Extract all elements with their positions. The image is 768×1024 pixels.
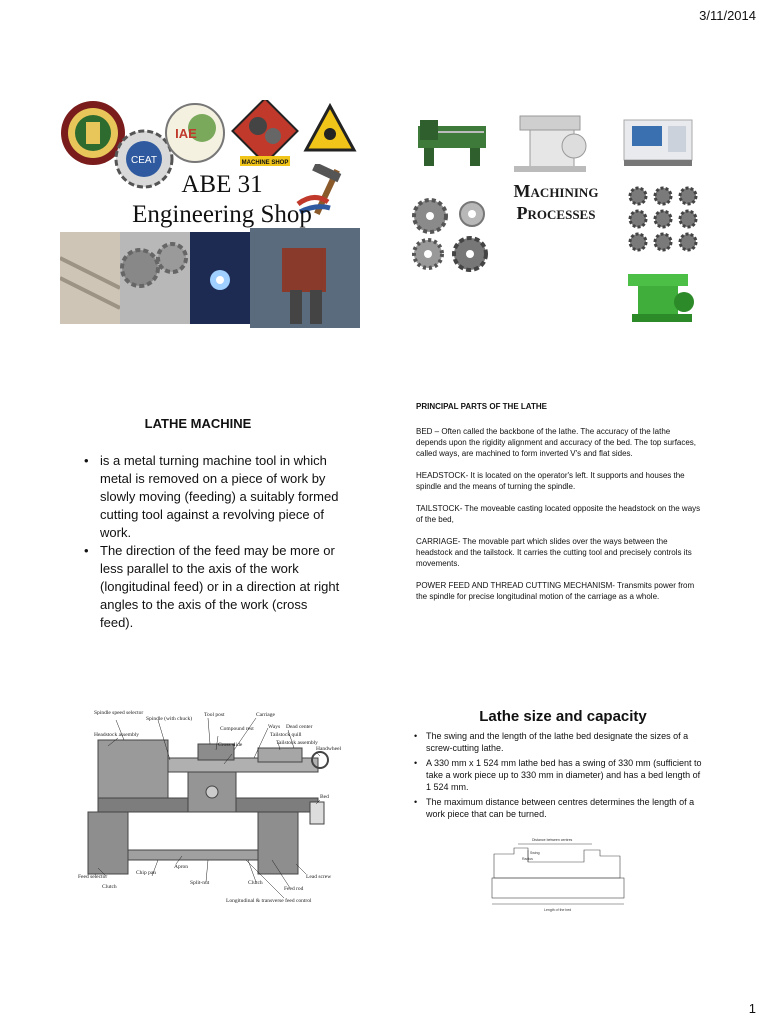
slide4-paragraph-headstock: HEADSTOCK- It is located on the operator's left. It supports and houses the spindle and the means of turning the spindle. (416, 471, 685, 491)
slide-lathe-diagram (58, 700, 368, 945)
label-spindle-speed-selector: Spindle speed selector (94, 710, 144, 716)
green-shaper-image (624, 266, 700, 326)
label-feed-rod: Feed rod (284, 886, 304, 892)
slide6-bullet: • The maximum distance between centres determines the length of a work piece that can be turned. (414, 796, 704, 820)
slide3-bullet: • is a metal turning machine tool in which metal is removed on a piece of work by slowly moving (feeding) a suitably formed cutting tool against a revolving piece of work. (82, 452, 344, 542)
slide-principal-parts (408, 392, 718, 637)
machine-shop-logo (230, 100, 300, 172)
label-headstock-assembly: Headstock assembly (94, 732, 140, 738)
diagram-label-radius: Radius (522, 857, 533, 861)
lathe-parts-diagram (58, 700, 368, 945)
slide3-bullet: • The direction of the feed may be more or less parallel to the axis of the work (longitudinal feed) or in a direction at right angles to the axis of the work (cross feed). (82, 542, 344, 632)
ceat-logo-text: CEAT (131, 155, 157, 166)
label-handwheel: Handwheel (316, 746, 342, 752)
diagram-label-swing: Swing (530, 851, 540, 855)
slide-lathe-machine (58, 392, 368, 637)
header-date: 3/11/2014 (699, 8, 756, 23)
label-clutch-right: Clutch (248, 880, 263, 886)
slide4-paragraph-tailstock: TAILSTOCK- The moveable casting located opposite the headstock on the ways of the bed, (416, 504, 701, 524)
slide2-title-line2: Processes (516, 203, 596, 223)
shaper-machine-image (510, 108, 590, 174)
label-compound-rest: Compound rest (220, 726, 254, 732)
label-tool-post: Tool post (204, 712, 225, 718)
slide2-title-line1: Machining (513, 181, 599, 201)
cnc-machine-image (622, 112, 694, 168)
label-ways: Ways (268, 724, 281, 730)
slide4-paragraph-carriage: CARRIAGE- The movable part which slides over the ways between the headstock and the tailstock. It carries the cutting tool and precisely controls its movements. (416, 537, 692, 568)
label-feed-control: Longitudinal & transverse feed control (226, 898, 312, 904)
label-spindle: Spindle (with chuck) (146, 716, 193, 722)
label-dead-center: Dead center (286, 724, 313, 730)
slide3-title: LATHE MACHINE (144, 416, 252, 431)
shop-photo-collage (60, 228, 360, 328)
label-bed: Bed (320, 794, 329, 800)
machine-shop-logo-text: MACHINE SHOP (241, 160, 289, 166)
label-chip-pan: Chip pan (136, 870, 157, 876)
milling-cutters-grid-image (626, 184, 700, 254)
green-lathe-image (414, 112, 490, 168)
slide4-heading: PRINCIPAL PARTS OF THE LATHE (416, 402, 547, 411)
label-lead-screw: Lead screw (306, 874, 332, 880)
label-tailstock-assembly: Tailstock assembly (276, 740, 318, 746)
iae-logo (164, 102, 226, 164)
diagram-label-distance: Distance between centres (532, 838, 573, 842)
label-carriage: Carriage (256, 712, 275, 718)
milling-cutters-left-image (410, 198, 494, 278)
iae-logo-text: IAE (175, 126, 197, 141)
slide1-title-line1: ABE 31 (181, 171, 263, 198)
lathe-size-diagram (488, 834, 628, 914)
label-cross-slide: Cross slide (218, 742, 243, 748)
slide4-paragraph-bed: BED – Often called the backbone of the lathe. The accuracy of the lathe depends upon the rigidity alignment and accuracy of the bed. The top surfaces, called ways, are machined to form inverted V's and flat sides. (416, 427, 697, 458)
page-number: 1 (748, 1001, 756, 1016)
label-apron: Apron (174, 864, 189, 870)
slide-lathe-size (408, 700, 718, 945)
slide2-title (500, 180, 612, 224)
label-clutch-left: Clutch (102, 884, 117, 890)
diagram-label-bed-length: Length of the bed (544, 908, 572, 912)
slide4-paragraph-power-feed: POWER FEED AND THREAD CUTTING MECHANISM- Transmits power from the spindle for precise longitudinal motion of the carriage as a whole. (416, 581, 695, 601)
slide6-bullet-list (414, 730, 704, 823)
slide4-body (416, 426, 702, 613)
warning-sign-icon (302, 100, 358, 158)
label-feed-selector: Feed selector (78, 874, 108, 880)
slide6-bullet: • The swing and the length of the lathe bed designate the sizes of a screw-cutting lathe. (414, 730, 704, 754)
slide-abe31 (58, 98, 368, 343)
slide1-title-line2: Engineering Shop (132, 201, 312, 228)
label-tailstock-quill: Tailstock quill (270, 732, 302, 738)
slide6-bullet: • A 330 mm x 1 524 mm lathe bed has a swing of 330 mm (sufficient to take a work piece up to 330 mm in diameter) and has a bed length of 1 524 mm. (414, 757, 704, 793)
slide6-title: Lathe size and capacity (479, 708, 647, 725)
slide1-title (122, 170, 322, 230)
label-split-nut: Split-nut (190, 880, 210, 886)
slide-machining-processes (408, 98, 718, 343)
slide3-bullet-list (82, 452, 344, 632)
